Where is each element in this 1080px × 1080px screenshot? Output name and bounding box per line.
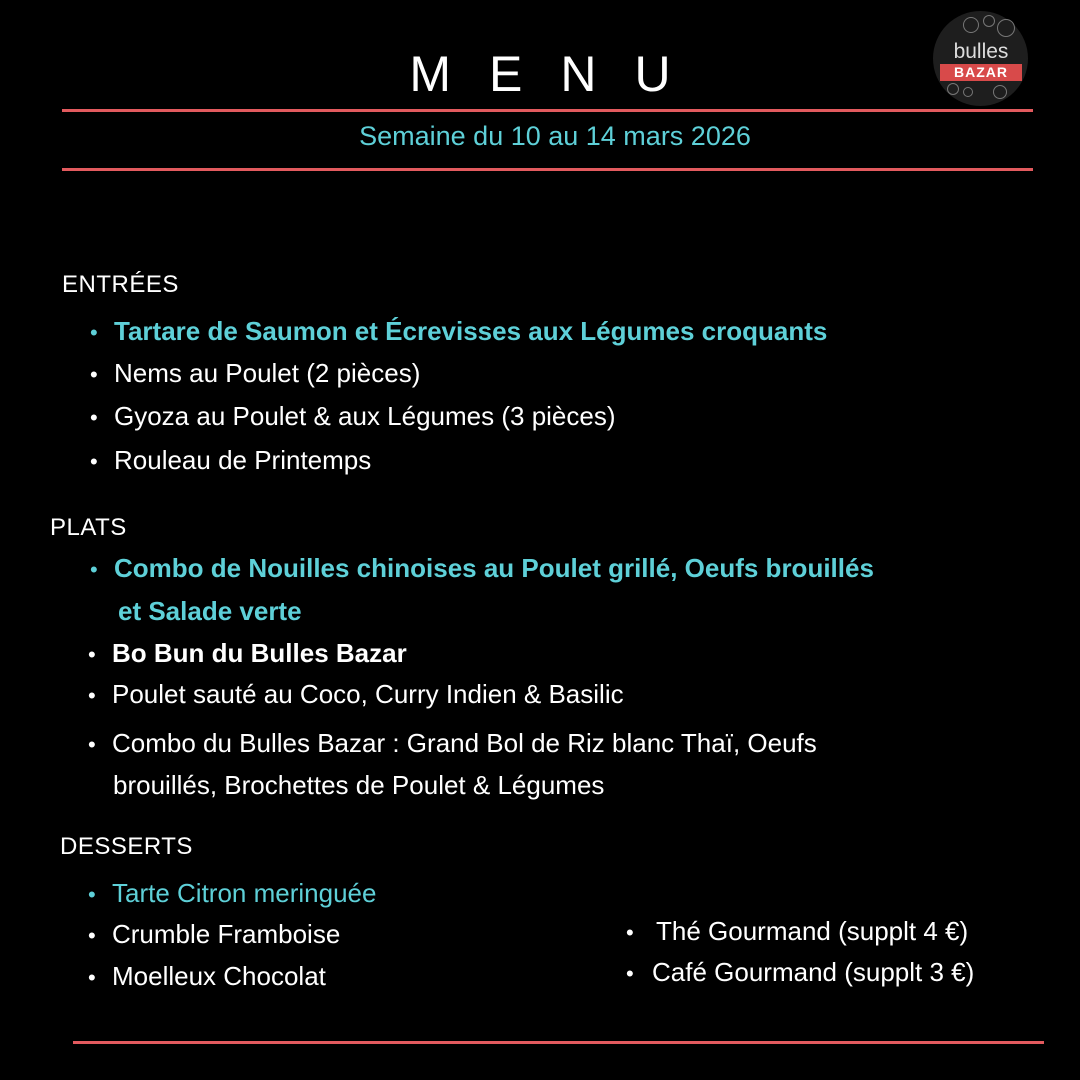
logo-word-bulles: bulles — [953, 40, 1009, 63]
bullet-icon: • — [626, 961, 634, 986]
menu-item-label: Gyoza au Poulet & aux Légumes (3 pièces) — [114, 401, 616, 431]
bubble-decoration — [963, 17, 979, 33]
menu-item — [88, 873, 376, 915]
divider-bottom — [73, 1041, 1044, 1044]
menu-item-label: Combo du Bulles Bazar : Grand Bol de Riz blanc Thaï, Oeufs — [112, 728, 817, 758]
menu-item-label: Crumble Framboise — [112, 919, 341, 949]
bullet-icon: • — [626, 920, 634, 945]
bullet-icon: • — [90, 362, 98, 387]
menu-item-label: Poulet sauté au Coco, Curry Indien & Basilic — [112, 679, 624, 709]
menu-item-label: brouillés, Brochettes de Poulet & Légumes — [113, 770, 605, 800]
bullet-icon: • — [88, 683, 96, 708]
menu-extra — [626, 952, 974, 994]
bullet-icon: • — [88, 923, 96, 948]
menu-item-continuation — [118, 591, 302, 631]
bullet-icon: • — [90, 449, 98, 474]
menu-item — [88, 633, 407, 675]
menu-item-label: Combo de Nouilles chinoises au Poulet grillé, Oeufs brouillés — [114, 553, 874, 583]
bullet-icon: • — [88, 882, 96, 907]
menu-item-label: Tartare de Saumon et Écrevisses aux Légumes croquants — [114, 316, 828, 346]
menu-item — [90, 353, 420, 395]
divider-top — [62, 109, 1033, 112]
menu-item-label: Nems au Poulet (2 pièces) — [114, 358, 421, 388]
menu-item — [88, 723, 817, 765]
bullet-icon: • — [88, 642, 96, 667]
menu-item-label: Tarte Citron meringuée — [112, 878, 377, 908]
week-subtitle: Semaine du 10 au 14 mars 2026 — [359, 121, 751, 151]
menu-extra — [626, 911, 968, 953]
menu-item-label: Moelleux Chocolat — [112, 961, 326, 991]
menu-item-label: et Salade verte — [118, 596, 302, 626]
menu-item-label: Bo Bun du Bulles Bazar — [112, 638, 407, 668]
page-title: MENU — [409, 46, 709, 102]
bullet-icon: • — [88, 965, 96, 990]
menu-extra-label: Café Gourmand (supplt 3 €) — [652, 957, 975, 987]
menu-item — [90, 440, 371, 482]
logo-word-bazar: BAZAR — [940, 64, 1022, 81]
menu-item-continuation — [113, 765, 604, 805]
bubble-decoration — [983, 15, 995, 27]
menu-item — [90, 311, 827, 353]
section-heading-desserts: DESSERTS — [60, 833, 193, 860]
divider-subtitle — [62, 168, 1033, 171]
bullet-icon: • — [90, 557, 98, 582]
menu-item — [88, 956, 326, 998]
section-heading-entrees: ENTRÉES — [62, 271, 179, 298]
bubble-decoration — [997, 19, 1015, 37]
menu-item — [88, 674, 624, 716]
bullet-icon: • — [90, 320, 98, 345]
menu-item — [90, 396, 616, 438]
menu-item — [90, 548, 874, 590]
bullet-icon: • — [88, 732, 96, 757]
menu-item-label: Rouleau de Printemps — [114, 445, 372, 475]
menu-extra-label: Thé Gourmand (supplt 4 €) — [656, 916, 969, 946]
menu-item — [88, 914, 340, 956]
section-heading-plats: PLATS — [50, 514, 127, 541]
bullet-icon: • — [90, 405, 98, 430]
